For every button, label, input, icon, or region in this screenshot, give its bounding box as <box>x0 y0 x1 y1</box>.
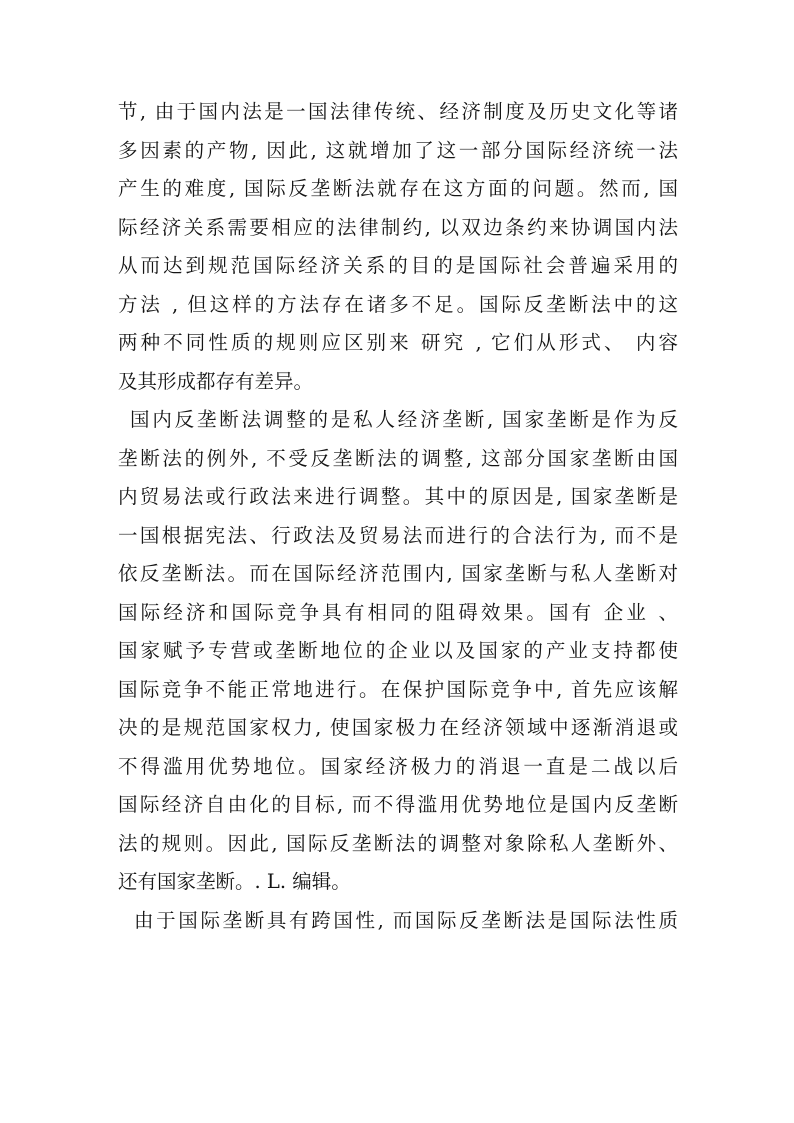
text-line: 决的是规范国家权力, 使国家极力在经济领域中逐渐消退或 <box>118 716 678 739</box>
paragraph-3 <box>118 902 678 941</box>
text-line: 国家赋予专营或垄断地位的企业以及国家的产业支持都使 <box>118 639 678 662</box>
paragraph-1 <box>118 93 678 401</box>
text-line: 及其形成都存有差异。 <box>118 369 314 393</box>
text-line: 方法 , 但这样的方法存在诸多不足。国际反垄断法中的这 <box>118 292 678 316</box>
text-line: 还有国家垄断。. L. 编辑。 <box>118 870 351 893</box>
text-line: 国际经济自由化的目标, 而不得滥用优势地位是国内反垄断 <box>118 793 678 816</box>
text-line: 国际经济和国际竞争具有相同的阻碍效果。国有 企业 、 <box>118 600 678 624</box>
text-line: 从而达到规范国际经济关系的目的是国际社会普遍采用的 <box>118 254 678 277</box>
text-line: 由于国际垄断具有跨国性, 而国际反垄断法是国际法性质 <box>134 908 678 932</box>
text-line: 两种不同性质的规则应区别来 研究 , 它们从形式、 内容 <box>118 331 678 354</box>
text-line: 垄断法的例外, 不受反垄断法的调整, 这部分国家垄断由国 <box>118 446 678 470</box>
text-line: 产生的难度, 国际反垄断法就存在这方面的问题。然而, 国 <box>118 177 678 200</box>
text-line: 国内反垄断法调整的是私人经济垄断, 国家垄断是作为反 <box>130 408 678 431</box>
text-line: 内贸易法或行政法来进行调整。其中的原因是, 国家垄断是 <box>118 485 678 508</box>
document-body <box>118 93 678 940</box>
text-line: 一国根据宪法、行政法及贸易法而进行的合法行为, 而不是 <box>118 523 678 547</box>
text-line: 际经济关系需要相应的法律制约, 以双边条约来协调国内法 <box>118 215 678 239</box>
text-line: 法的规则。因此, 国际反垄断法的调整对象除私人垄断外、 <box>118 831 678 855</box>
text-line: 节, 由于国内法是一国法律传统、经济制度及历史文化等诸 <box>118 100 678 123</box>
text-line: 国际竞争不能正常地进行。在保护国际竞争中, 首先应该解 <box>118 677 678 701</box>
text-line: 不得滥用优势地位。国家经济极力的消退一直是二战以后 <box>118 754 678 778</box>
paragraph-2 <box>118 401 678 902</box>
text-line: 多因素的产物, 因此, 这就增加了这一部分国际经济统一法 <box>118 138 678 162</box>
text-line: 依反垄断法。而在国际经济范围内, 国家垄断与私人垄断对 <box>118 562 678 585</box>
